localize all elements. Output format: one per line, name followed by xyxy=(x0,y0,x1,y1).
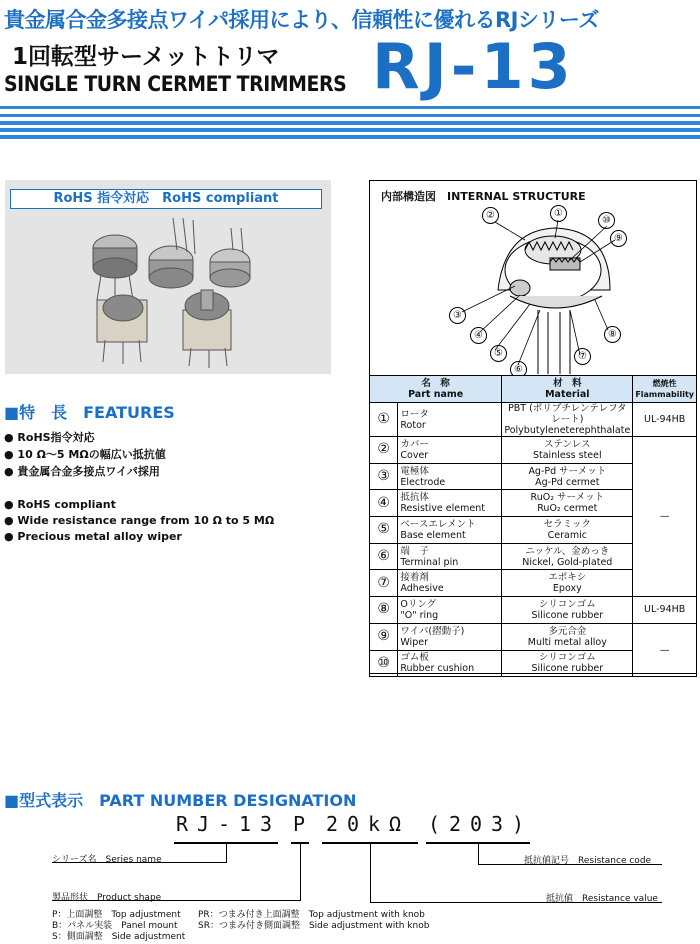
pn-char: P xyxy=(293,812,306,836)
en-title: SINGLE TURN CERMET TRIMMERS xyxy=(4,72,347,96)
jp-title: 1回転型サーメットトリマ xyxy=(12,44,280,70)
mat-en: Epoxy xyxy=(552,583,582,595)
header-fl-jp: 燃焼性 xyxy=(652,379,677,388)
part-en: Rotor xyxy=(400,419,426,431)
pn-char: - xyxy=(218,812,231,836)
pn-char: 3 xyxy=(491,812,504,836)
mat-en: Ceramic xyxy=(547,529,587,541)
structure-title: 内部構造図 INTERNAL STRUCTURE xyxy=(381,190,586,203)
pn-char: R xyxy=(176,812,189,836)
row-num: ⑩ xyxy=(370,650,398,677)
callout-2: ② xyxy=(482,207,499,224)
model-number: RJ-13 xyxy=(372,30,575,103)
series-name-label: シリーズ名 Series name xyxy=(52,855,162,865)
part-en: Electrode xyxy=(400,476,446,488)
row-num: ② xyxy=(370,437,398,464)
header-stripe xyxy=(0,128,700,132)
callout-8: ⑧ xyxy=(604,326,621,343)
row-num: ⑧ xyxy=(370,597,398,624)
mat-jp: RuO₂ サーメット xyxy=(530,492,605,504)
part-en: Base element xyxy=(400,529,466,541)
mat-jp: Ag-Pd サーメット xyxy=(528,465,607,477)
connector xyxy=(478,844,479,864)
row-num: ① xyxy=(370,403,398,437)
pn-char: 0 xyxy=(470,812,483,836)
pn-char: 2 xyxy=(326,812,339,836)
header-mat-en: Material xyxy=(545,389,590,400)
mat-jp: シリコンゴム xyxy=(538,652,596,664)
mat-jp: シリコンゴム xyxy=(538,598,596,610)
mat-en: Ag-Pd cermet xyxy=(535,476,600,488)
row-num: ③ xyxy=(370,463,398,490)
pn-char: Ω xyxy=(389,812,402,836)
product-photo xyxy=(5,180,331,374)
connector xyxy=(300,844,301,900)
row-num: ⑤ xyxy=(370,517,398,544)
callout-4: ④ xyxy=(470,327,487,344)
part-jp: カバー xyxy=(400,438,429,450)
part-en: Resistive element xyxy=(400,503,485,515)
feature-en-item: ● Precious metal alloy wiper xyxy=(4,530,182,543)
mat-en: Silicone rubber xyxy=(531,663,604,675)
mat-jp: 多元合金 xyxy=(548,625,587,637)
part-jp: 抵抗体 xyxy=(400,492,429,504)
part-en: Rubber cushion xyxy=(400,663,475,675)
row-num: ④ xyxy=(370,490,398,517)
callout-10: ⑩ xyxy=(598,212,615,229)
shape-option: B：パネル実装 Panel mount xyxy=(52,921,178,931)
feature-jp-item: ● RoHS指令対応 xyxy=(4,431,95,444)
product-shape-label: 製品形状 Product shape xyxy=(52,893,162,903)
header-stripe xyxy=(0,135,700,139)
connector xyxy=(226,844,227,862)
material-table xyxy=(369,375,697,677)
structure-diagram xyxy=(370,200,696,374)
feature-jp-item: ● 貴金属合金多接点ワイパ採用 xyxy=(4,465,160,478)
mat-jp: ニッケル、金めっき xyxy=(525,545,610,557)
designation-heading: ■型式表示 PART NUMBER DESIGNATION xyxy=(4,791,357,810)
mat-en: Nickel, Gold-plated xyxy=(522,556,613,568)
part-en: Wiper xyxy=(400,636,428,648)
mat-en: RuO₂ cermet xyxy=(537,503,598,515)
pn-char: ( xyxy=(428,812,441,836)
table-row xyxy=(370,623,697,650)
callout-6: ⑥ xyxy=(510,361,527,378)
table-row xyxy=(370,597,697,624)
mat-en: Silicone rubber xyxy=(531,609,604,621)
pn-char: 2 xyxy=(449,812,462,836)
header-stripe xyxy=(0,114,700,117)
row-num: ⑦ xyxy=(370,570,398,597)
row-num: ⑨ xyxy=(370,623,398,650)
product-photo-illustration xyxy=(5,180,331,374)
header-mat-jp: 材 料 xyxy=(553,378,582,389)
pn-char: 0 xyxy=(347,812,360,836)
pn-char: ) xyxy=(512,812,525,836)
part-jp: Oリング xyxy=(400,598,437,610)
mat-en: Multi metal alloy xyxy=(527,636,607,648)
flammability: UL-94HB xyxy=(633,597,697,624)
table-row xyxy=(370,437,697,464)
connector xyxy=(370,844,371,902)
part-en: Terminal pin xyxy=(400,556,459,568)
row-num: ⑥ xyxy=(370,543,398,570)
part-jp: 電極体 xyxy=(400,465,429,477)
callout-5: ⑤ xyxy=(490,345,507,362)
shape-option: S：側面調整 Side adjustment xyxy=(52,932,186,942)
pn-char: k xyxy=(368,812,381,836)
resistance-value-label: 抵抗値 Resistance value xyxy=(546,894,658,904)
header-stripe xyxy=(0,106,700,109)
part-jp: ワイパ(摺動子) xyxy=(400,625,465,637)
part-en: Cover xyxy=(400,449,429,461)
rohs-label: RoHS 指令対応 RoHS compliant xyxy=(10,189,322,209)
header-fl-en: Flammability xyxy=(635,390,694,399)
table-row xyxy=(370,403,697,437)
part-jp: ゴム板 xyxy=(400,652,429,664)
part-jp: 接着剤 xyxy=(400,572,429,584)
callout-9: ⑨ xyxy=(610,230,627,247)
feature-en-item: ● RoHS compliant xyxy=(4,498,116,511)
part-jp: ベースエレメント xyxy=(400,518,476,530)
callout-1: ① xyxy=(550,205,567,222)
material-table-header xyxy=(370,376,697,403)
header-name-jp: 名 称 xyxy=(421,378,450,389)
mat-en: Polybutyleneterephthalate xyxy=(504,425,631,436)
pn-char: 3 xyxy=(260,812,273,836)
feature-jp-item: ● 10 Ω～5 MΩの幅広い抵抗値 xyxy=(4,448,166,461)
shape-option: PR：つまみ付き上面調整 Top adjustment with knob xyxy=(198,910,425,920)
flammability: — xyxy=(633,623,697,676)
part-en: "O" ring xyxy=(400,609,439,621)
mat-jp: エポキシ xyxy=(548,572,587,584)
tagline: 貴金属合金多接点ワイパ採用により、信頼性に優れるRJシリーズ xyxy=(4,8,599,32)
resistance-code-label: 抵抗値記号 Resistance code xyxy=(524,856,652,866)
shape-option: SR：つまみ付き側面調整 Side adjustment with knob xyxy=(198,921,430,931)
callout-7: ⑦ xyxy=(574,348,591,365)
mat-jp: PBT (ポリブチレンテレフタレート) xyxy=(508,403,627,425)
pn-char: J xyxy=(197,812,210,836)
feature-en-item: ● Wide resistance range from 10 Ω to 5 MΩ xyxy=(4,514,275,527)
pn-char: 1 xyxy=(239,812,252,836)
mat-jp: ステンレス xyxy=(544,438,591,450)
header-name-en: Part name xyxy=(408,389,464,400)
part-en: Adhesive xyxy=(400,583,444,595)
header-stripe xyxy=(0,121,700,125)
callout-3: ③ xyxy=(449,307,466,324)
features-heading: ■特 長 FEATURES xyxy=(4,403,175,422)
flammability: UL-94HB xyxy=(633,403,697,437)
part-jp: ロータ xyxy=(400,408,429,420)
flammability: — xyxy=(633,437,697,597)
mat-en: Stainless steel xyxy=(532,449,602,461)
mat-jp: セラミック xyxy=(543,518,591,530)
shape-option: P：上面調整 Top adjustment xyxy=(52,910,181,920)
part-jp: 端 子 xyxy=(400,545,429,557)
